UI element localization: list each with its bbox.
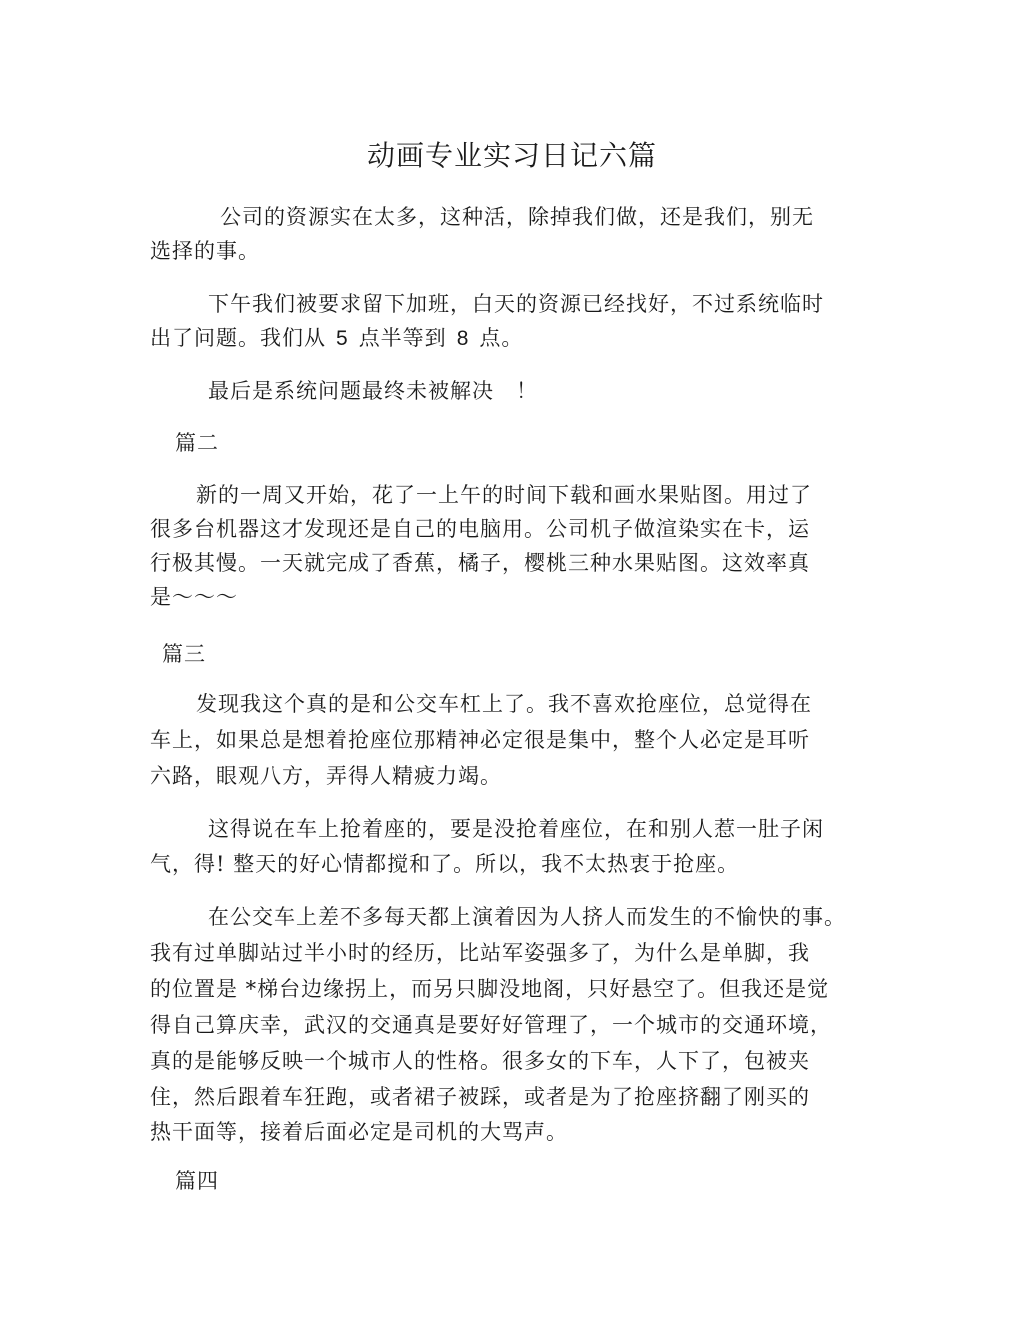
paragraph-2-number-end: 8 xyxy=(456,327,470,350)
paragraph-2-line-2 xyxy=(150,323,523,354)
paragraph-2-number-start: 5 xyxy=(336,327,349,350)
paragraph-2-text-a: 出了问题。我们从 xyxy=(150,326,326,350)
paragraph-5-line-2: 车上，如果总是想着抢座位那精神必定很是集中，整个人必定是耳听 xyxy=(150,728,810,752)
paragraph-6-line-1: 这得说在车上抢着座的，要是没抢着座位，在和别人惹一肚子闲 xyxy=(208,817,824,841)
paragraph-6-line-2: 气，得! 整天的好心情都搅和了。所以，我不太热衷于抢座。 xyxy=(150,852,740,876)
paragraph-7-line-6: 住，然后跟着车狂跑，或者裙子被踩，或者是为了抢座挤翻了刚买的 xyxy=(150,1085,810,1109)
paragraph-7-line-5: 真的是能够反映一个城市人的性格。很多女的下车，人下了，包被夹 xyxy=(150,1049,810,1073)
paragraph-5-line-3: 六路，眼观八方，弄得人精疲力竭。 xyxy=(150,764,502,788)
paragraph-4-line-4: 是～～～ xyxy=(150,585,238,609)
document-title: 动画专业实习日记六篇 xyxy=(366,139,657,172)
paragraph-4-line-2: 很多台机器这才发现还是自己的电脑用。公司机子做渲染实在卡，运 xyxy=(150,517,810,541)
section-heading-4: 篇四 xyxy=(175,1169,219,1193)
paragraph-3-exclamation: ！ xyxy=(516,379,538,403)
paragraph-7-line-7: 热干面等，接着后面必定是司机的大骂声。 xyxy=(150,1120,568,1144)
paragraph-7-line-3: 的位置是 *梯台边缘拐上，而另只脚没地阁，只好悬空了。但我还是觉 xyxy=(150,977,830,1001)
paragraph-2-line-1: 下午我们被要求留下加班，白天的资源已经找好，不过系统临时 xyxy=(208,292,824,316)
paragraph-7-line-1: 在公交车上差不多每天都上演着因为人挤人而发生的不愉快的事。 xyxy=(208,905,846,929)
section-heading-2: 篇二 xyxy=(175,431,219,455)
paragraph-1-line-2: 选择的事。 xyxy=(150,239,260,263)
paragraph-2-text-c: 点半等到 xyxy=(358,326,447,350)
paragraph-1-line-1: 公司的资源实在太多，这种活，除掉我们做，还是我们，别无 xyxy=(220,205,814,229)
section-heading-3: 篇三 xyxy=(162,642,206,666)
paragraph-4-line-1: 新的一周又开始，花了一上午的时间下载和画水果贴图。用过了 xyxy=(196,483,812,507)
paragraph-2-text-e: 点。 xyxy=(479,326,524,350)
paragraph-3-line-1 xyxy=(208,376,538,406)
paragraph-3-text: 最后是系统问题最终未被解决 xyxy=(208,379,494,403)
paragraph-7-line-4: 得自己算庆幸，武汉的交通真是要好好管理了，一个城市的交通环境， xyxy=(150,1013,832,1037)
paragraph-4-line-3: 行极其慢。一天就完成了香蕉，橘子，樱桃三种水果贴图。这效率真 xyxy=(150,551,810,575)
paragraph-7-line-2: 我有过单脚站过半小时的经历，比站军姿强多了，为什么是单脚，我 xyxy=(150,941,810,965)
paragraph-5-line-1: 发现我这个真的是和公交车杠上了。我不喜欢抢座位，总觉得在 xyxy=(196,692,812,716)
